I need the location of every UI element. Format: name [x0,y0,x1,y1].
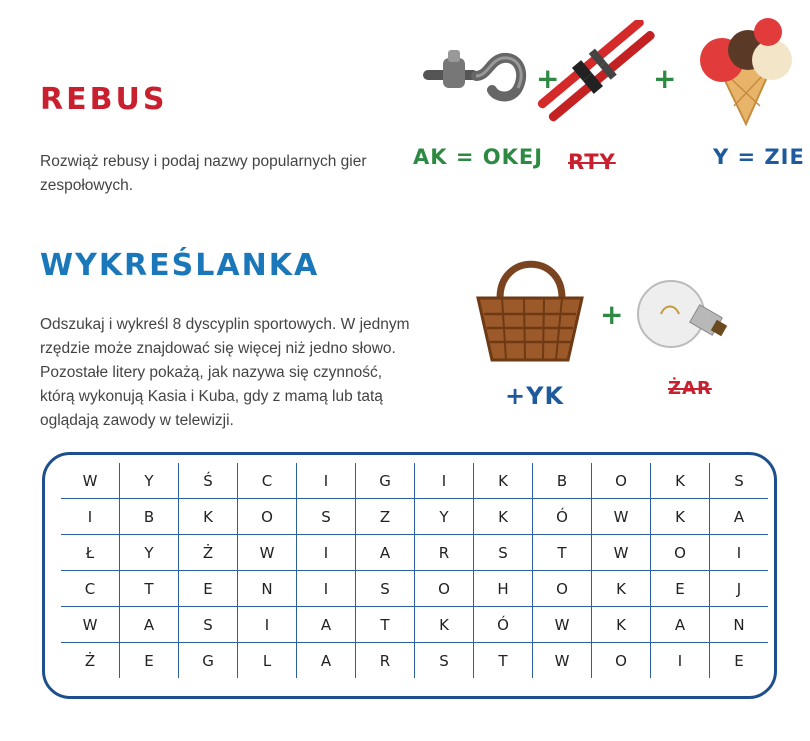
grid-cell[interactable]: O [651,535,710,571]
grid-cell[interactable]: K [592,571,651,607]
grid-cell[interactable]: S [710,463,769,499]
grid-cell[interactable]: Y [415,499,474,535]
grid-cell[interactable]: L [238,643,297,679]
grid-row [61,463,768,499]
grid-row [61,643,768,679]
rebus-instruction: Rozwiąż rebusy i podaj nazwy popularnych gier zespołowych. [40,153,367,194]
rebus-clue-2: RTY [568,150,616,174]
grid-cell[interactable]: H [474,571,533,607]
basket-icon [470,248,590,368]
grid-cell[interactable]: Ó [533,499,592,535]
grid-cell[interactable]: K [592,607,651,643]
plus-sign: + [600,298,624,331]
grid-cell[interactable]: T [533,535,592,571]
lightbulb-icon [635,270,735,365]
wykreslanka-title: WYKREŚLANKA [40,248,320,283]
grid-cell[interactable]: S [356,571,415,607]
grid-cell[interactable]: A [120,607,179,643]
grid-cell[interactable]: O [533,571,592,607]
grid-cell[interactable]: Ó [474,607,533,643]
grid-cell[interactable]: O [592,463,651,499]
grid-cell[interactable]: E [179,571,238,607]
ice-cream-icon [690,14,800,126]
grid-cell[interactable]: E [120,643,179,679]
grid-cell[interactable]: C [238,463,297,499]
wykreslanka-instruction: Odszukaj i wykreśl 8 dyscyplin sportowych. W jednym rzędzie może znajdować się więcej niż jedno słowo. Pozostałe litery pokażą, jak nazywa się czynność, którą wykonują Kasia i Kuba, gdy z mamą lub tatą oglądają zawody w telewizji. [40,316,410,429]
rebus-clue-5: ŻAR [668,378,712,399]
grid-cell[interactable]: S [179,607,238,643]
plus-sign: + [653,62,677,95]
grid-cell[interactable]: K [651,499,710,535]
grid-cell[interactable]: W [61,463,120,499]
rebus-clue-3: Y = ZIE [713,145,805,169]
grid-cell[interactable]: O [592,643,651,679]
rebus-clue-4: +YK [505,382,565,410]
grid-cell[interactable]: A [297,607,356,643]
grid-cell[interactable]: I [297,571,356,607]
grid-cell[interactable]: A [651,607,710,643]
grid-row [61,535,768,571]
grid-cell[interactable]: O [238,499,297,535]
grid-cell[interactable]: Y [120,535,179,571]
grid-cell[interactable]: S [415,643,474,679]
grid-cell[interactable]: I [415,463,474,499]
word-search-table [61,463,768,678]
grid-cell[interactable]: B [120,499,179,535]
grid-cell[interactable]: Ś [179,463,238,499]
grid-row [61,499,768,535]
grid-cell[interactable]: I [710,535,769,571]
grid-cell[interactable]: W [533,607,592,643]
grid-cell[interactable]: I [238,607,297,643]
grid-cell[interactable]: I [297,535,356,571]
grid-cell[interactable]: T [120,571,179,607]
grid-cell[interactable]: C [61,571,120,607]
rebus-clue-1: AK = OKEJ [413,145,544,169]
grid-cell[interactable]: E [651,571,710,607]
grid-cell[interactable]: W [61,607,120,643]
grid-row [61,607,768,643]
word-search-grid [42,452,777,699]
grid-cell[interactable]: Ż [179,535,238,571]
grid-cell[interactable]: Y [120,463,179,499]
grid-cell[interactable]: A [710,499,769,535]
grid-cell[interactable]: Z [356,499,415,535]
grid-cell[interactable]: N [710,607,769,643]
grid-cell[interactable]: G [179,643,238,679]
grid-cell[interactable]: T [356,607,415,643]
grid-cell[interactable]: K [474,463,533,499]
grid-cell[interactable]: E [710,643,769,679]
grid-cell[interactable]: K [474,499,533,535]
grid-cell[interactable]: T [474,643,533,679]
grid-cell[interactable]: W [592,499,651,535]
grid-cell[interactable]: K [651,463,710,499]
grid-cell[interactable]: I [61,499,120,535]
grid-cell[interactable]: R [356,643,415,679]
grid-cell[interactable]: R [415,535,474,571]
plus-sign: + [536,62,560,95]
grid-cell[interactable]: A [297,643,356,679]
grid-cell[interactable]: K [179,499,238,535]
hook-icon [418,40,533,110]
rebus-title: REBUS [40,82,168,117]
grid-cell[interactable]: W [592,535,651,571]
grid-cell[interactable]: Ł [61,535,120,571]
grid-cell[interactable]: A [356,535,415,571]
grid-cell[interactable]: N [238,571,297,607]
grid-cell[interactable]: K [415,607,474,643]
grid-row [61,571,768,607]
grid-cell[interactable]: S [297,499,356,535]
grid-cell[interactable]: G [356,463,415,499]
grid-cell[interactable]: I [651,643,710,679]
grid-cell[interactable]: I [297,463,356,499]
grid-cell[interactable]: S [474,535,533,571]
grid-cell[interactable]: B [533,463,592,499]
grid-cell[interactable]: W [533,643,592,679]
skis-icon [530,20,660,125]
grid-cell[interactable]: O [415,571,474,607]
grid-cell[interactable]: Ż [61,643,120,679]
grid-cell[interactable]: J [710,571,769,607]
grid-cell[interactable]: W [238,535,297,571]
